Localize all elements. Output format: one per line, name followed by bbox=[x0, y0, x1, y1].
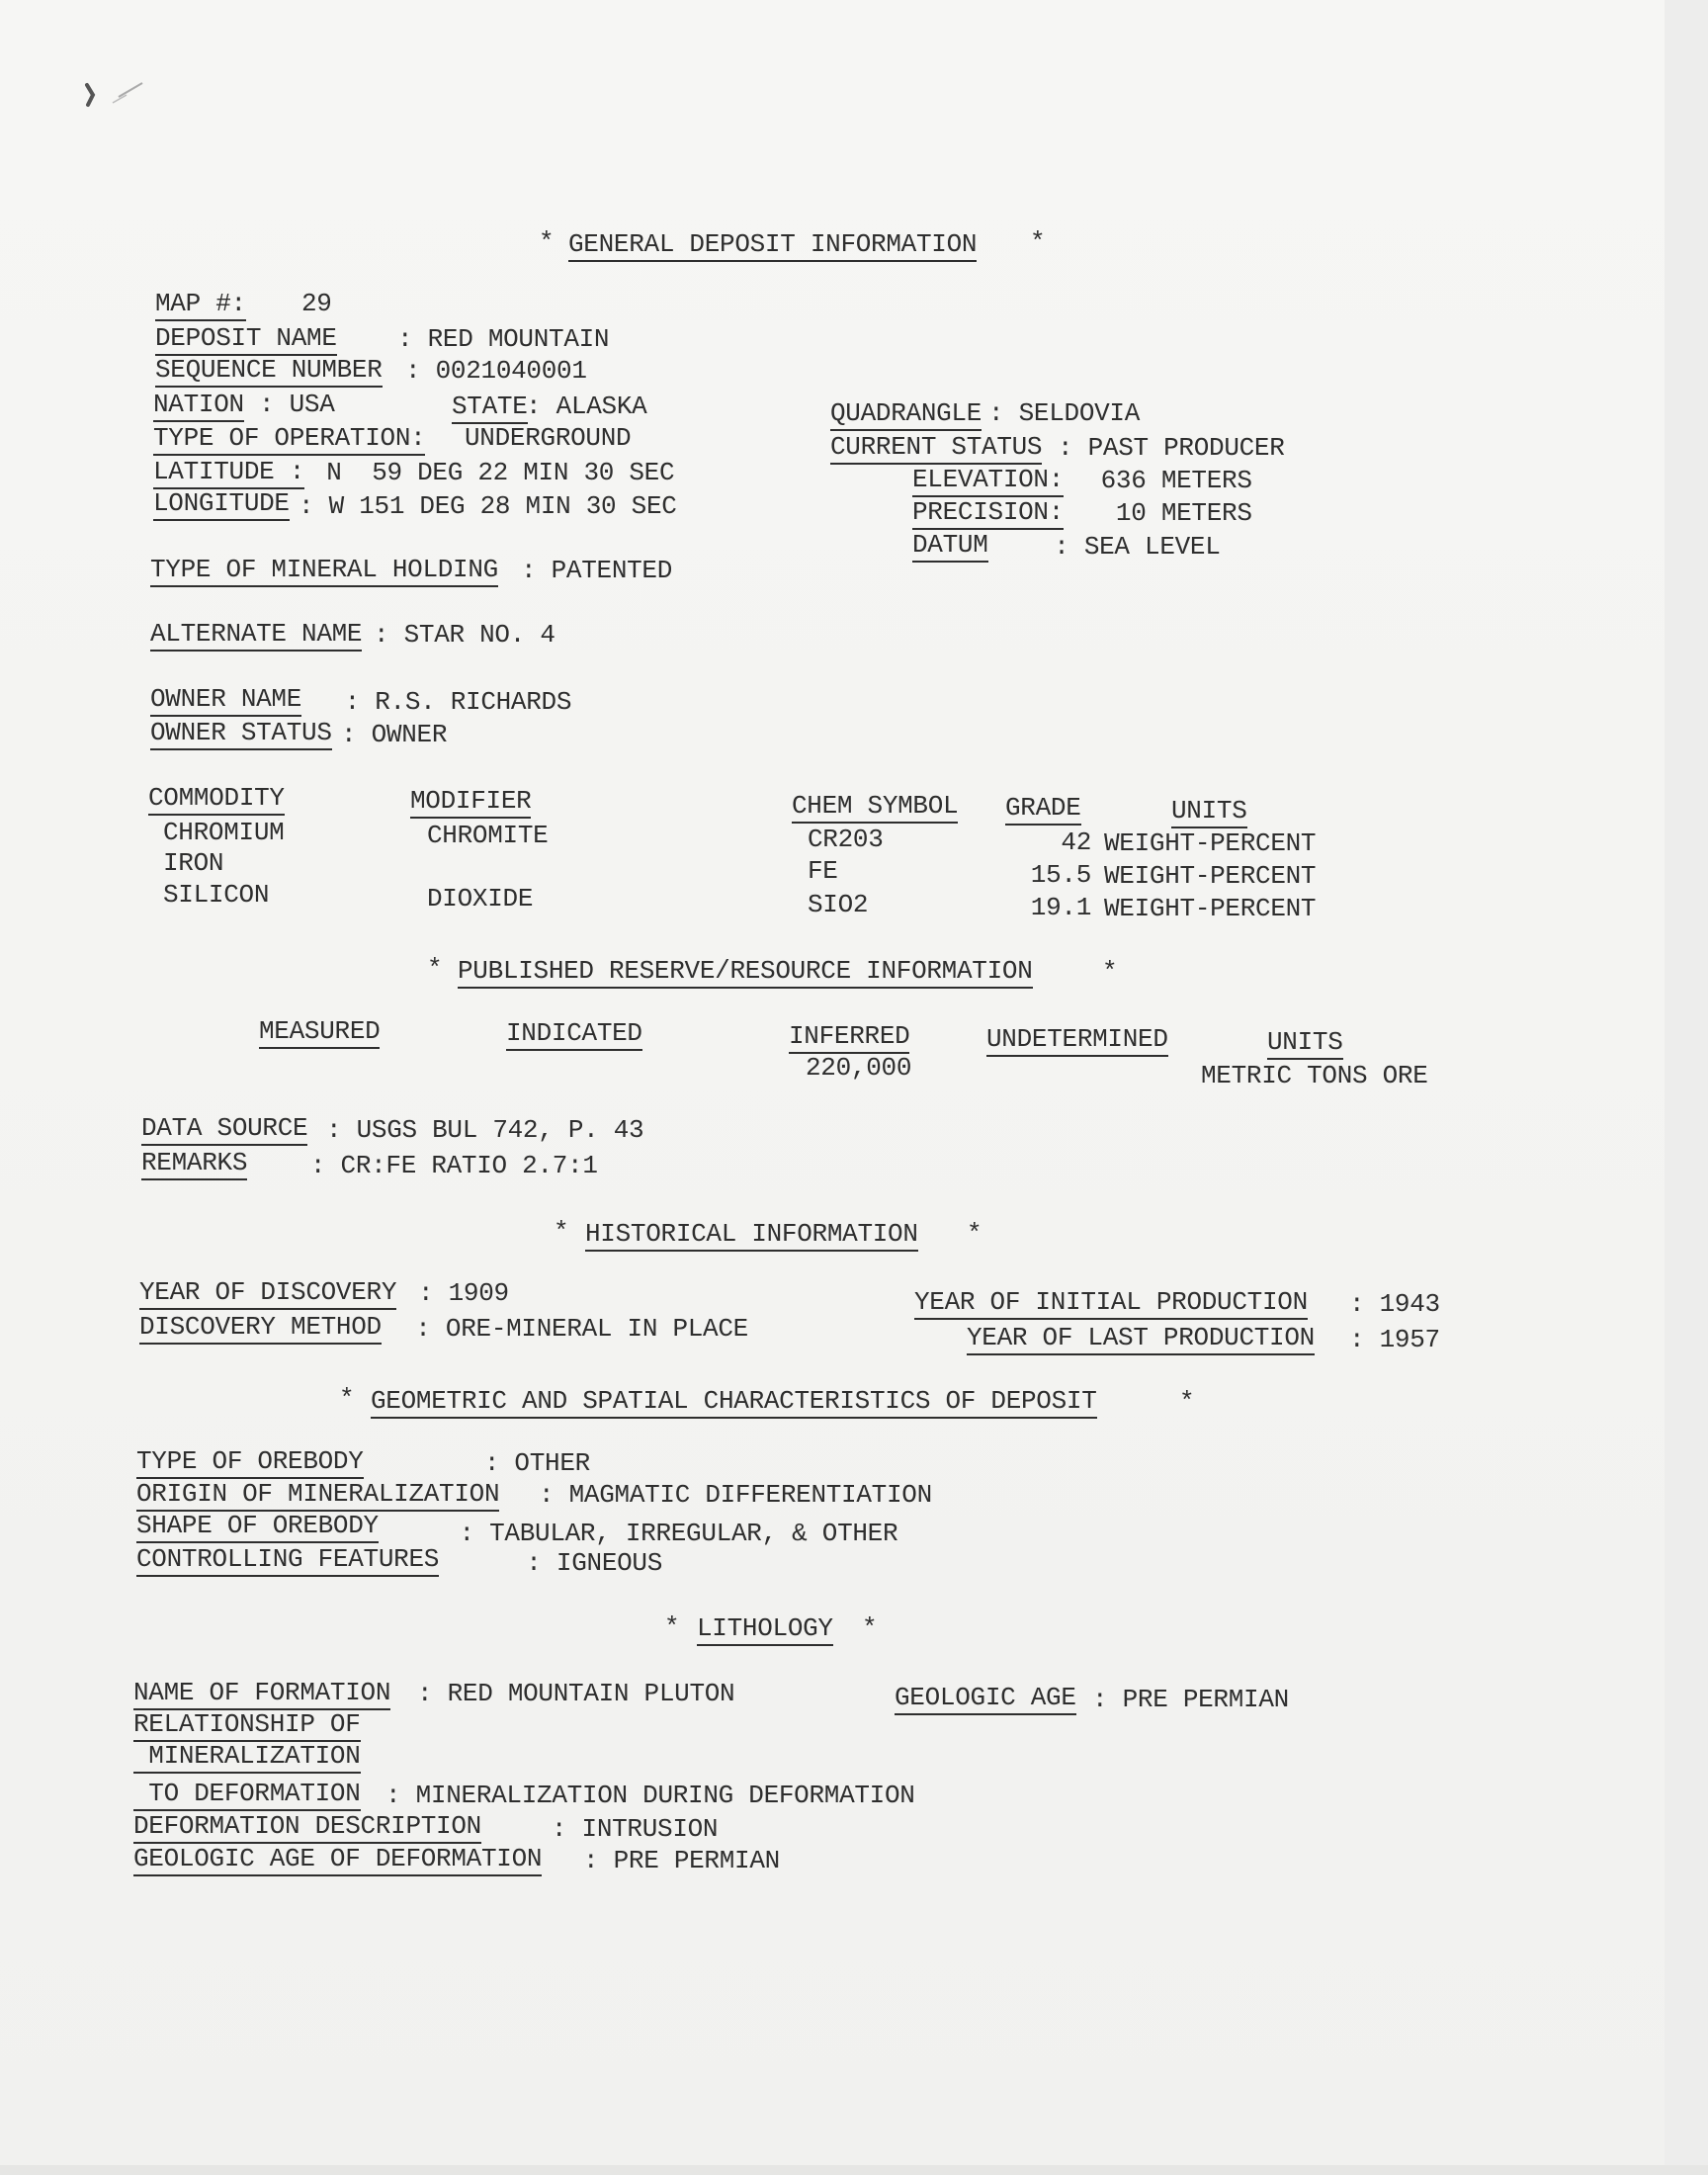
col-header-chem-symbol: CHEM SYMBOL bbox=[792, 791, 958, 824]
state-label: STATE bbox=[452, 392, 528, 424]
grade-cell: 19.1 bbox=[1030, 893, 1091, 922]
current-status-label: CURRENT STATUS bbox=[830, 432, 1042, 465]
heading-star-right: * bbox=[862, 1613, 878, 1643]
owner-status-value: : OWNER bbox=[341, 720, 448, 749]
shape-value: : TABULAR, IRREGULAR, & OTHER bbox=[384, 1519, 898, 1548]
chem-symbol-cell: CR203 bbox=[808, 825, 884, 854]
map-value: 29 bbox=[301, 289, 332, 318]
commodity-cell: IRON bbox=[163, 848, 224, 878]
last-production-value: : 1957 bbox=[1349, 1325, 1440, 1354]
heading-star-right: * bbox=[967, 1219, 982, 1249]
modifier-cell: DIOXIDE bbox=[427, 884, 534, 914]
deformation-description-value: : INTRUSION bbox=[506, 1814, 719, 1844]
alternate-name-value: : STAR NO. 4 bbox=[374, 620, 555, 650]
controlling-features-value: : IGNEOUS bbox=[511, 1548, 663, 1578]
operation-value: UNDERGROUND bbox=[465, 423, 632, 453]
grade-cell: 15.5 bbox=[1030, 860, 1091, 890]
alternate-name-label: ALTERNATE NAME bbox=[150, 619, 362, 652]
elevation-label: ELEVATION: bbox=[912, 465, 1064, 497]
last-production-label: YEAR OF LAST PRODUCTION bbox=[967, 1323, 1315, 1355]
sequence-label: SEQUENCE NUMBER bbox=[155, 355, 383, 388]
data-source-value: : USGS BUL 742, P. 43 bbox=[326, 1115, 644, 1145]
deposit-name-label: DEPOSIT NAME bbox=[155, 323, 337, 356]
relationship-label-line3: TO DEFORMATION bbox=[133, 1779, 361, 1811]
nation-value: : USA bbox=[259, 390, 335, 419]
deformation-age-value: : PRE PERMIAN bbox=[583, 1846, 780, 1875]
commodity-cell: CHROMIUM bbox=[163, 818, 285, 847]
longitude-value: : W 151 DEG 28 MIN 30 SEC bbox=[299, 491, 677, 521]
col-header-modifier: MODIFIER bbox=[410, 786, 531, 819]
owner-name-label: OWNER NAME bbox=[150, 684, 301, 717]
heading-star-left: * bbox=[427, 954, 443, 984]
modifier-cell: CHROMITE bbox=[427, 821, 549, 850]
discovery-method-value: : ORE-MINERAL IN PLACE bbox=[400, 1314, 748, 1344]
chem-symbol-cell: SIO2 bbox=[808, 890, 869, 919]
map-label: MAP #: bbox=[155, 289, 246, 321]
datum-value: : SEA LEVEL bbox=[993, 532, 1221, 562]
elevation-value: 636 METERS bbox=[1070, 466, 1252, 495]
units-cell: WEIGHT-PERCENT bbox=[1104, 894, 1317, 923]
discovery-year-label: YEAR OF DISCOVERY bbox=[139, 1277, 396, 1310]
heading-historical: HISTORICAL INFORMATION bbox=[585, 1219, 918, 1252]
state-value: : ALASKA bbox=[526, 392, 647, 421]
col-header-indicated: INDICATED bbox=[506, 1018, 642, 1051]
inferred-value: 220,000 bbox=[806, 1053, 912, 1083]
data-source-label: DATA SOURCE bbox=[141, 1113, 307, 1146]
col-header-grade: GRADE bbox=[1005, 793, 1081, 826]
initial-production-label: YEAR OF INITIAL PRODUCTION bbox=[914, 1287, 1308, 1320]
grade-cell: 42 bbox=[1061, 827, 1091, 857]
controlling-features-label: CONTROLLING FEATURES bbox=[136, 1544, 439, 1577]
col-header-measured: MEASURED bbox=[259, 1016, 380, 1049]
scan-edge-bottom bbox=[0, 2165, 1708, 2175]
heading-lithology: LITHOLOGY bbox=[697, 1613, 833, 1646]
relationship-label-line1: RELATIONSHIP OF bbox=[133, 1709, 361, 1742]
commodity-cell: SILICON bbox=[163, 880, 270, 910]
units-cell: WEIGHT-PERCENT bbox=[1104, 861, 1317, 891]
precision-label: PRECISION: bbox=[912, 497, 1064, 530]
geologic-age-label: GEOLOGIC AGE bbox=[895, 1683, 1076, 1715]
chem-symbol-cell: FE bbox=[808, 856, 838, 886]
origin-value: : MAGMATIC DIFFERENTIATION bbox=[539, 1480, 932, 1510]
holding-value: : PATENTED bbox=[521, 556, 673, 585]
pen-mark bbox=[83, 77, 152, 127]
deformation-age-label: GEOLOGIC AGE OF DEFORMATION bbox=[133, 1844, 542, 1876]
heading-general: GENERAL DEPOSIT INFORMATION bbox=[568, 229, 977, 262]
heading-star-left: * bbox=[539, 227, 555, 257]
quadrangle-label: QUADRANGLE bbox=[830, 398, 982, 431]
heading-reserve: PUBLISHED RESERVE/RESOURCE INFORMATION bbox=[458, 956, 1033, 989]
heading-star-left: * bbox=[554, 1217, 569, 1247]
relationship-label-line2: MINERALIZATION bbox=[133, 1741, 361, 1774]
relationship-value: : MINERALIZATION DURING DEFORMATION bbox=[385, 1781, 915, 1810]
operation-label: TYPE OF OPERATION: bbox=[153, 423, 425, 456]
longitude-label: LONGITUDE bbox=[153, 488, 290, 521]
deposit-name-value: : RED MOUNTAIN bbox=[397, 324, 610, 354]
datum-label: DATUM bbox=[912, 530, 988, 563]
units-cell: WEIGHT-PERCENT bbox=[1104, 828, 1317, 858]
heading-star-left: * bbox=[664, 1612, 680, 1642]
remarks-value: : CR:FE RATIO 2.7:1 bbox=[265, 1151, 598, 1180]
heading-geometric: GEOMETRIC AND SPATIAL CHARACTERISTICS OF DEPOSIT bbox=[371, 1386, 1097, 1419]
col-header-units: UNITS bbox=[1171, 796, 1247, 828]
heading-star-left: * bbox=[339, 1384, 355, 1414]
formation-value: : RED MOUNTAIN PLUTON bbox=[417, 1679, 735, 1708]
initial-production-value: : 1943 bbox=[1349, 1289, 1440, 1319]
latitude-value: N 59 DEG 22 MIN 30 SEC bbox=[311, 458, 675, 487]
orebody-type-label: TYPE OF OREBODY bbox=[136, 1446, 364, 1479]
col-header-undetermined: UNDETERMINED bbox=[986, 1024, 1168, 1057]
deformation-description-label: DEFORMATION DESCRIPTION bbox=[133, 1811, 481, 1844]
discovery-year-value: : 1909 bbox=[418, 1278, 509, 1308]
latitude-label: LATITUDE : bbox=[153, 457, 304, 489]
discovery-method-label: DISCOVERY METHOD bbox=[139, 1312, 382, 1345]
remarks-label: REMARKS bbox=[141, 1148, 247, 1180]
col-header-commodity: COMMODITY bbox=[148, 783, 285, 816]
quadrangle-value: : SELDOVIA bbox=[988, 398, 1141, 428]
holding-label: TYPE OF MINERAL HOLDING bbox=[150, 555, 498, 587]
orebody-type-value: : OTHER bbox=[393, 1448, 590, 1478]
heading-star-right: * bbox=[1030, 227, 1046, 257]
units-value: METRIC TONS ORE bbox=[1201, 1061, 1428, 1090]
col-header-inferred: INFERRED bbox=[789, 1021, 909, 1054]
shape-label: SHAPE OF OREBODY bbox=[136, 1511, 379, 1543]
nation-label: NATION bbox=[153, 390, 244, 422]
current-status-value: : PAST PRODUCER bbox=[1058, 433, 1285, 463]
origin-label: ORIGIN OF MINERALIZATION bbox=[136, 1479, 499, 1512]
owner-status-label: OWNER STATUS bbox=[150, 718, 332, 750]
col-header-reserve-units: UNITS bbox=[1267, 1027, 1343, 1060]
scan-edge-right bbox=[1665, 0, 1708, 2175]
heading-star-right: * bbox=[1102, 957, 1118, 987]
sequence-value: : 0021040001 bbox=[405, 356, 587, 386]
precision-value: 10 METERS bbox=[1070, 498, 1252, 528]
owner-name-value: : R.S. RICHARDS bbox=[314, 687, 572, 717]
heading-star-right: * bbox=[1179, 1387, 1195, 1417]
geologic-age-value: : PRE PERMIAN bbox=[1092, 1685, 1289, 1714]
formation-label: NAME OF FORMATION bbox=[133, 1678, 390, 1710]
